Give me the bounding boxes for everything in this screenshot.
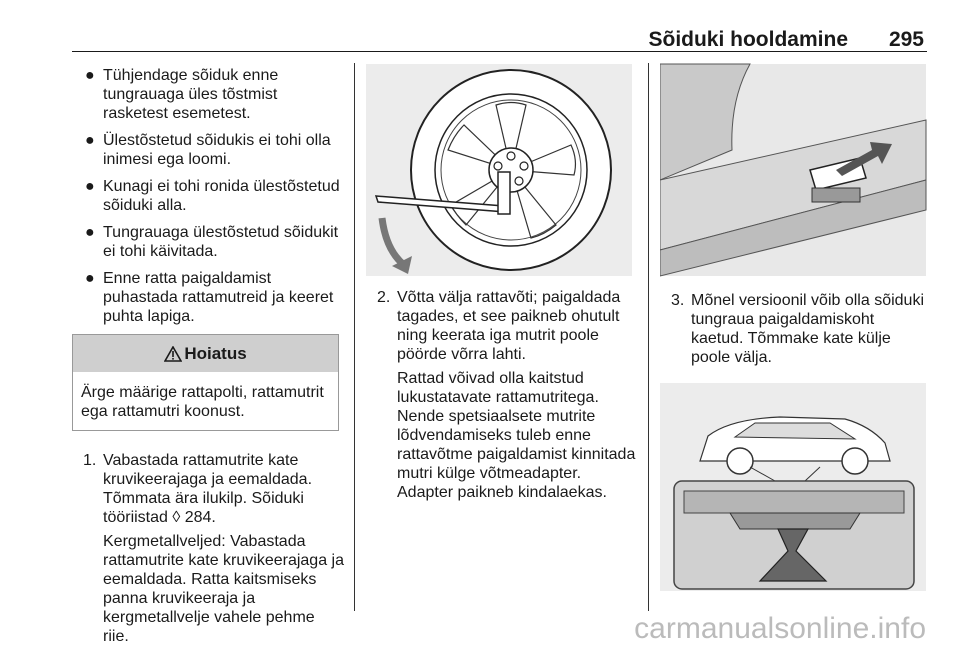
step-number: 2. — [377, 289, 391, 306]
column-3 — [660, 60, 928, 593]
step-text: Vabastada rattamutrite kate kruvikeerajaga ja eemaldada. Tõmmata ära ilukilp. Sõiduki tööriistad ◊ 284. — [103, 452, 313, 526]
watermark: carmanualsonline.info — [634, 612, 926, 645]
step-text: Võtta välja rattavõti; paigaldada tagades, et see paikneb ohutult ning keerata iga mutrit poole pöörde võrra lahti. — [397, 289, 621, 363]
column-1 — [72, 66, 344, 651]
column-2 — [366, 60, 636, 507]
list-item: ● Enne ratta paigaldamist puhastada rattamutreid ja keeret puhta lapiga. — [85, 270, 334, 325]
page-number: 295 — [888, 28, 924, 51]
bullet-icon: ● — [85, 224, 95, 241]
warning-title: Hoiatus — [184, 344, 247, 363]
step-number: 1. — [83, 452, 97, 469]
step-2 — [366, 288, 636, 502]
list-item: ● Tungrauaga ülestõstetud sõidukit ei tohi käivitada. — [85, 224, 339, 260]
step-1 — [72, 451, 344, 646]
car-jack-illustration — [660, 381, 928, 593]
header-rule — [72, 51, 927, 52]
step-text: Rattad võivad olla kaitstud lukustatavate rattamutritega. Nende spetsiaalsete mutrite lõdvendamiseks tuleb enne rattavõtme paigaldamist kinnitada mutri külge võtmeadapter. Adapter paikneb kindalaekas. — [397, 370, 636, 501]
list-item: ● Kunagi ei tohi ronida ülestõstetud sõiduki alla. — [85, 178, 340, 214]
step-number: 3. — [671, 292, 685, 309]
warning-box — [72, 334, 339, 431]
warning-text: Ärge määrige rattapolti, rattamutrit ega rattamutri koonust. — [81, 384, 324, 420]
warning-header — [73, 335, 338, 372]
column-separator — [354, 63, 355, 611]
list-item: ● Tühjendage sõiduk enne tungrauaga üles tõstmist rasketest esemetest. — [85, 67, 279, 122]
page-title: Sõiduki hooldamine — [648, 28, 848, 51]
bullet-list — [72, 66, 344, 326]
page-header — [0, 0, 960, 58]
step-text: Kergmetallveljed: Vabastada rattamutrite kate kruvikeerajaga ja eemaldada. Ratta kaitsmiseks panna kruvikeeraja ja kergmetallvelje vahele pehme riie. — [103, 533, 344, 645]
bullet-icon: ● — [85, 178, 95, 195]
column-separator — [648, 63, 649, 611]
step-text: Mõnel versioonil võib olla sõiduki tungraua paigaldamiskoht kaetud. Tõmmake kate külje poole välja. — [691, 292, 925, 366]
bullet-icon: ● — [85, 270, 95, 287]
wheel-wrench-illustration — [366, 60, 636, 278]
bullet-icon: ● — [85, 67, 95, 84]
warning-triangle-icon — [164, 346, 182, 362]
step-3 — [660, 291, 928, 367]
list-item: ● Ülestõstetud sõidukis ei tohi olla inimesi ega loomi. — [85, 132, 331, 168]
bullet-icon: ● — [85, 132, 95, 149]
jack-cover-illustration — [660, 60, 928, 278]
